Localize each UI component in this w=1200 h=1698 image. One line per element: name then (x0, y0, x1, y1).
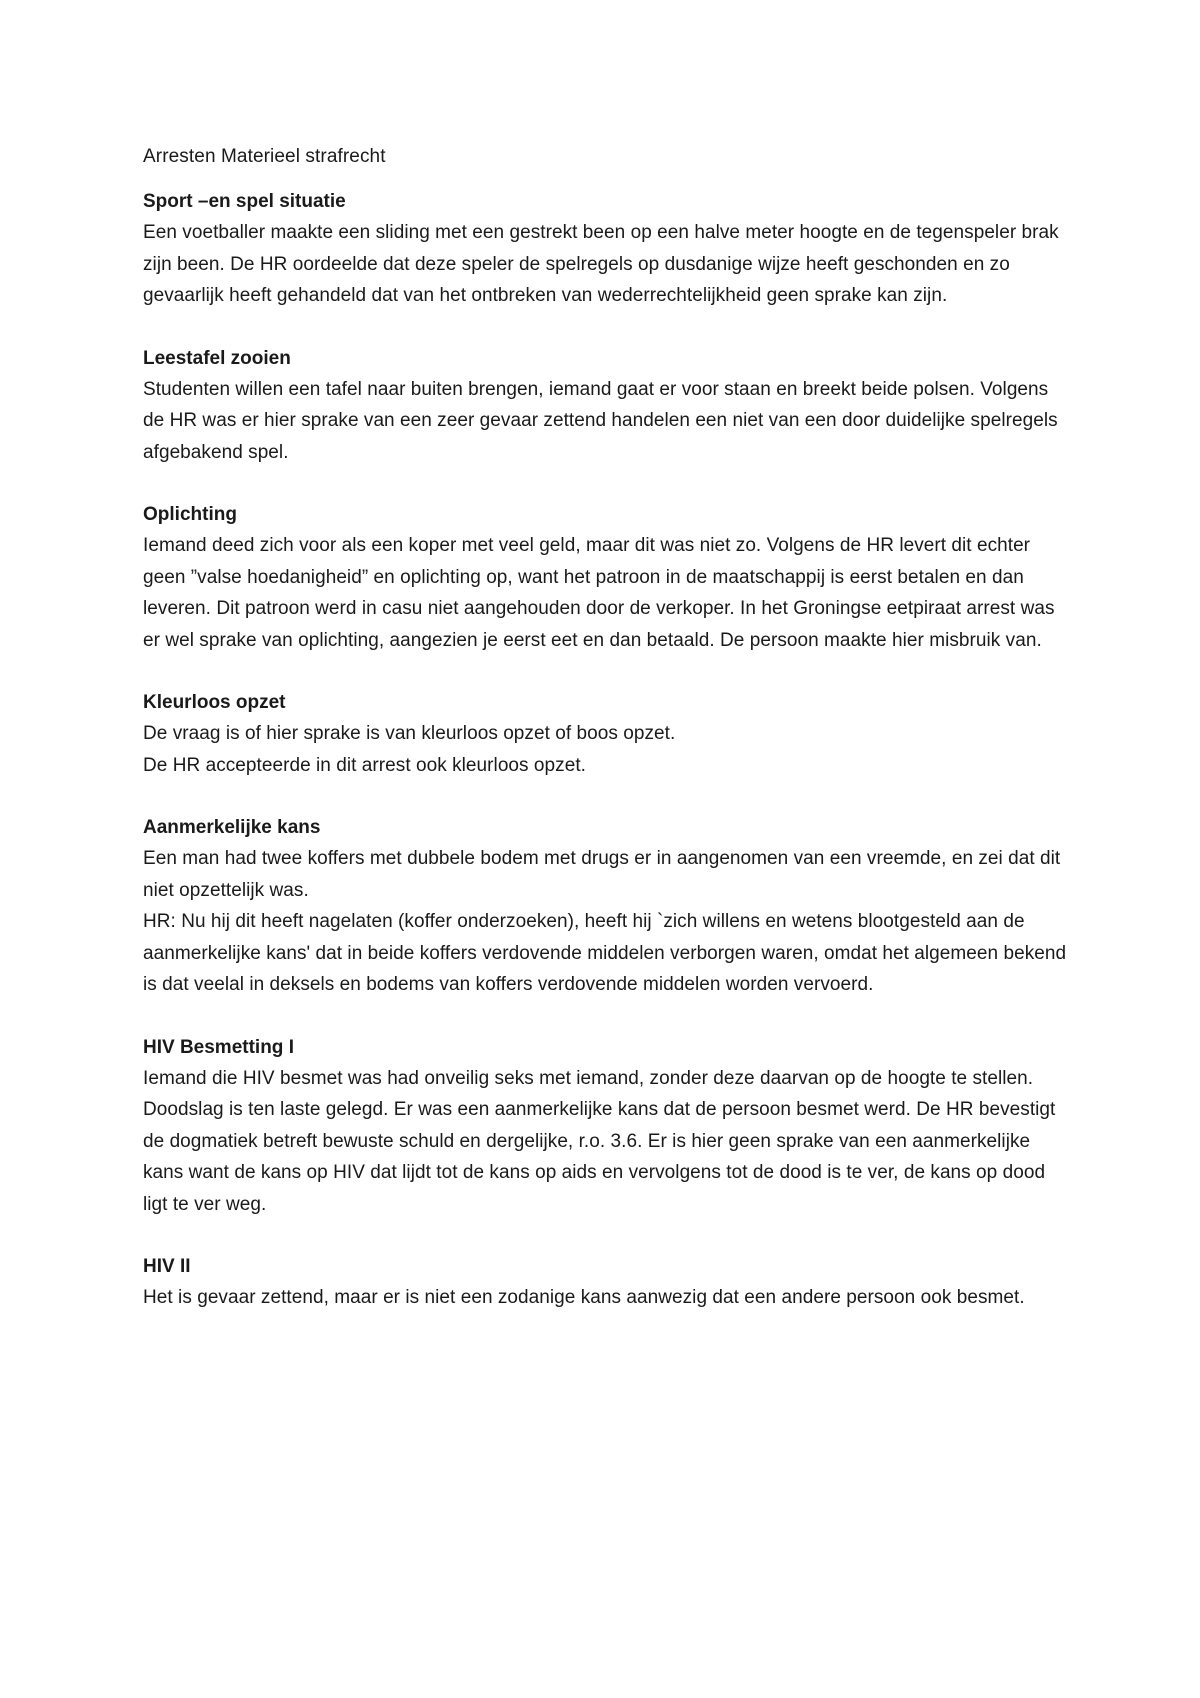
section-heading: Aanmerkelijke kans (143, 817, 321, 838)
section-heading: HIV II (143, 1256, 191, 1277)
section-paragraph: Een man had twee koffers met dubbele bodem met drugs er in aangenomen van een vreemde, en zei dat dit niet opzettelijk was. (143, 848, 1061, 901)
section-paragraph: Een voetballer maakte een sliding met een gestrekt been op een halve meter hoogte en de tegenspeler brak zijn been. De HR oordeelde dat deze speler de spelregels op dusdanige wijze heeft geschonden en zo gevaarlijk heeft gehandeld dat van het ontbreken van wederrechtelijkheid geen sprake kan zijn. (143, 222, 1059, 306)
section-heading: Oplichting (143, 504, 237, 525)
section-heading: HIV Besmetting I (143, 1036, 294, 1058)
section-aanmerkelijke-kans (143, 812, 1073, 1001)
section-heading: Kleurloos opzet (143, 692, 286, 713)
section-paragraph: Het is gevaar zettend, maar er is niet een zodanige kans aanwezig dat een andere persoon ook besmet. (143, 1287, 1025, 1308)
section-hiv-besmetting-1 (143, 1032, 1073, 1221)
section-leestafel-zooien (143, 343, 1073, 469)
section-heading: Sport –en spel situatie (143, 191, 346, 212)
section-heading: Leestafel zooien (143, 347, 291, 369)
section-paragraph: De HR accepteerde in dit arrest ook kleurloos opzet. (143, 754, 586, 776)
section-paragraph: Iemand die HIV besmet was had onveilig seks met iemand, zonder deze daarvan op de hoogte te stellen. Doodslag is ten laste gelegd. Er was een aanmerkelijke kans dat de persoon besmet werd. De HR bevestigt de dogmatiek betreft bewuste schuld en dergelijke, r.o. 3.6. Er is hier geen sprake van een aanmerkelijke kans want de kans op HIV dat lijdt tot de kans op aids en vervolgens tot de dood is te ver, de kans op dood ligt te ver weg. (143, 1067, 1056, 1215)
section-oplichting (143, 499, 1073, 656)
section-paragraph: Iemand deed zich voor als een koper met veel geld, maar dit was niet zo. Volgens de HR levert dit echter geen ”valse hoedanigheid” en oplichting op, want het patroon in de maatschappij is eerst betalen en dan leveren. Dit patroon werd in casu niet aangehouden door de verkoper. In het Groningse eetpiraat arrest was er wel sprake van oplichting, aangezien je eerst eet en dan betaald. De persoon maakte hier misbruik van. (143, 535, 1055, 651)
document-title: Arresten Materieel strafrecht (143, 146, 386, 167)
section-paragraph: Studenten willen een tafel naar buiten brengen, iemand gaat er voor staan en breekt beide polsen. Volgens de HR was er hier sprake van een zeer gevaar zettend handelen een niet van een door duidelijke spelregels afgebakend spel. (143, 378, 1058, 463)
document-page (143, 141, 1073, 1345)
section-paragraph: De vraag is of hier sprake is van kleurloos opzet of boos opzet. (143, 723, 676, 744)
section-paragraph: HR: Nu hij dit heeft nagelaten (koffer onderzoeken), heeft hij `zich willens en wetens blootgesteld aan de aanmerkelijke kans' dat in beide koffers verdovende middelen verborgen waren, omdat het algemeen bekend is dat veelal in deksels en bodems van koffers verdovende middelen worden vervoerd. (143, 911, 1067, 995)
section-kleurloos-opzet (143, 687, 1073, 781)
section-hiv-2 (143, 1251, 1073, 1314)
section-sport-en-spel (143, 186, 1073, 312)
